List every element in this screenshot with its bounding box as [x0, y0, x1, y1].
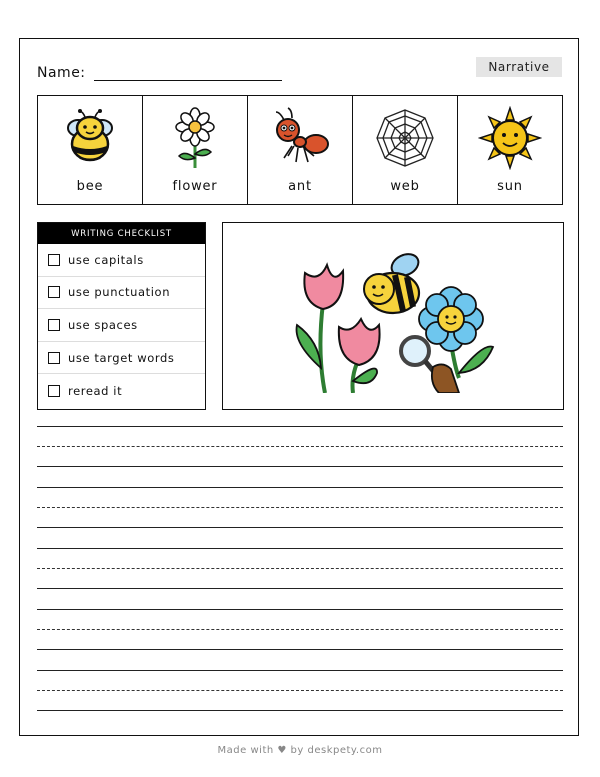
writing-line[interactable]	[37, 588, 563, 589]
story-picture	[222, 222, 564, 410]
writing-line[interactable]	[37, 609, 563, 610]
name-write-line[interactable]	[94, 64, 282, 81]
writing-line[interactable]	[37, 487, 563, 488]
writing-midline	[37, 446, 563, 447]
target-words-bank	[37, 95, 563, 205]
footer	[0, 745, 600, 756]
worksheet	[19, 38, 579, 736]
checklist-item[interactable]	[38, 244, 205, 277]
writing-midline	[37, 629, 563, 630]
writing-midline	[37, 507, 563, 508]
word-card-web	[353, 96, 458, 204]
bee-flowers-magnifier-illustration	[283, 243, 503, 393]
word-card-bee	[38, 96, 143, 204]
name-row	[37, 61, 282, 81]
writing-line[interactable]	[37, 527, 563, 528]
genre-badge: Narrative	[476, 57, 562, 77]
word-card-ant	[248, 96, 353, 204]
checklist-item[interactable]	[38, 374, 205, 407]
word-label: flower	[172, 179, 218, 194]
word-label: web	[390, 179, 420, 194]
writing-midline	[37, 690, 563, 691]
writing-line[interactable]	[37, 466, 563, 467]
spider-web-icon	[373, 106, 437, 170]
checklist-item[interactable]	[38, 342, 205, 375]
checklist-item-label: use punctuation	[68, 285, 171, 300]
checklist-item-label: use spaces	[68, 317, 138, 332]
writing-line[interactable]	[37, 548, 563, 549]
checklist-item[interactable]	[38, 309, 205, 342]
footer-made-with: Made with	[217, 745, 274, 756]
checklist-item-label: reread it	[68, 383, 123, 398]
checklist-title: WRITING CHECKLIST	[38, 223, 205, 244]
writing-checklist	[37, 222, 206, 410]
word-label: ant	[288, 179, 312, 194]
writing-line[interactable]	[37, 710, 563, 711]
checklist-item[interactable]	[38, 277, 205, 310]
word-card-sun	[458, 96, 562, 204]
checklist-item-label: use target words	[68, 350, 175, 365]
writing-line[interactable]	[37, 426, 563, 427]
checkbox[interactable]	[48, 385, 60, 397]
ant-icon	[268, 106, 332, 170]
writing-midline	[37, 568, 563, 569]
writing-line[interactable]	[37, 649, 563, 650]
checkbox[interactable]	[48, 352, 60, 364]
heart-icon: ♥	[277, 745, 287, 756]
bee-icon	[58, 106, 122, 170]
footer-credit-link[interactable]: by deskpety.com	[290, 745, 383, 756]
checkbox[interactable]	[48, 319, 60, 331]
checkbox[interactable]	[48, 286, 60, 298]
name-label: Name:	[37, 65, 86, 81]
word-label: sun	[497, 179, 523, 194]
checkbox[interactable]	[48, 254, 60, 266]
writing-line[interactable]	[37, 670, 563, 671]
word-card-flower	[143, 96, 248, 204]
checklist-item-label: use capitals	[68, 252, 144, 267]
smiling-sun-icon	[478, 106, 542, 170]
word-label: bee	[76, 179, 104, 194]
daisy-flower-icon	[163, 106, 227, 170]
